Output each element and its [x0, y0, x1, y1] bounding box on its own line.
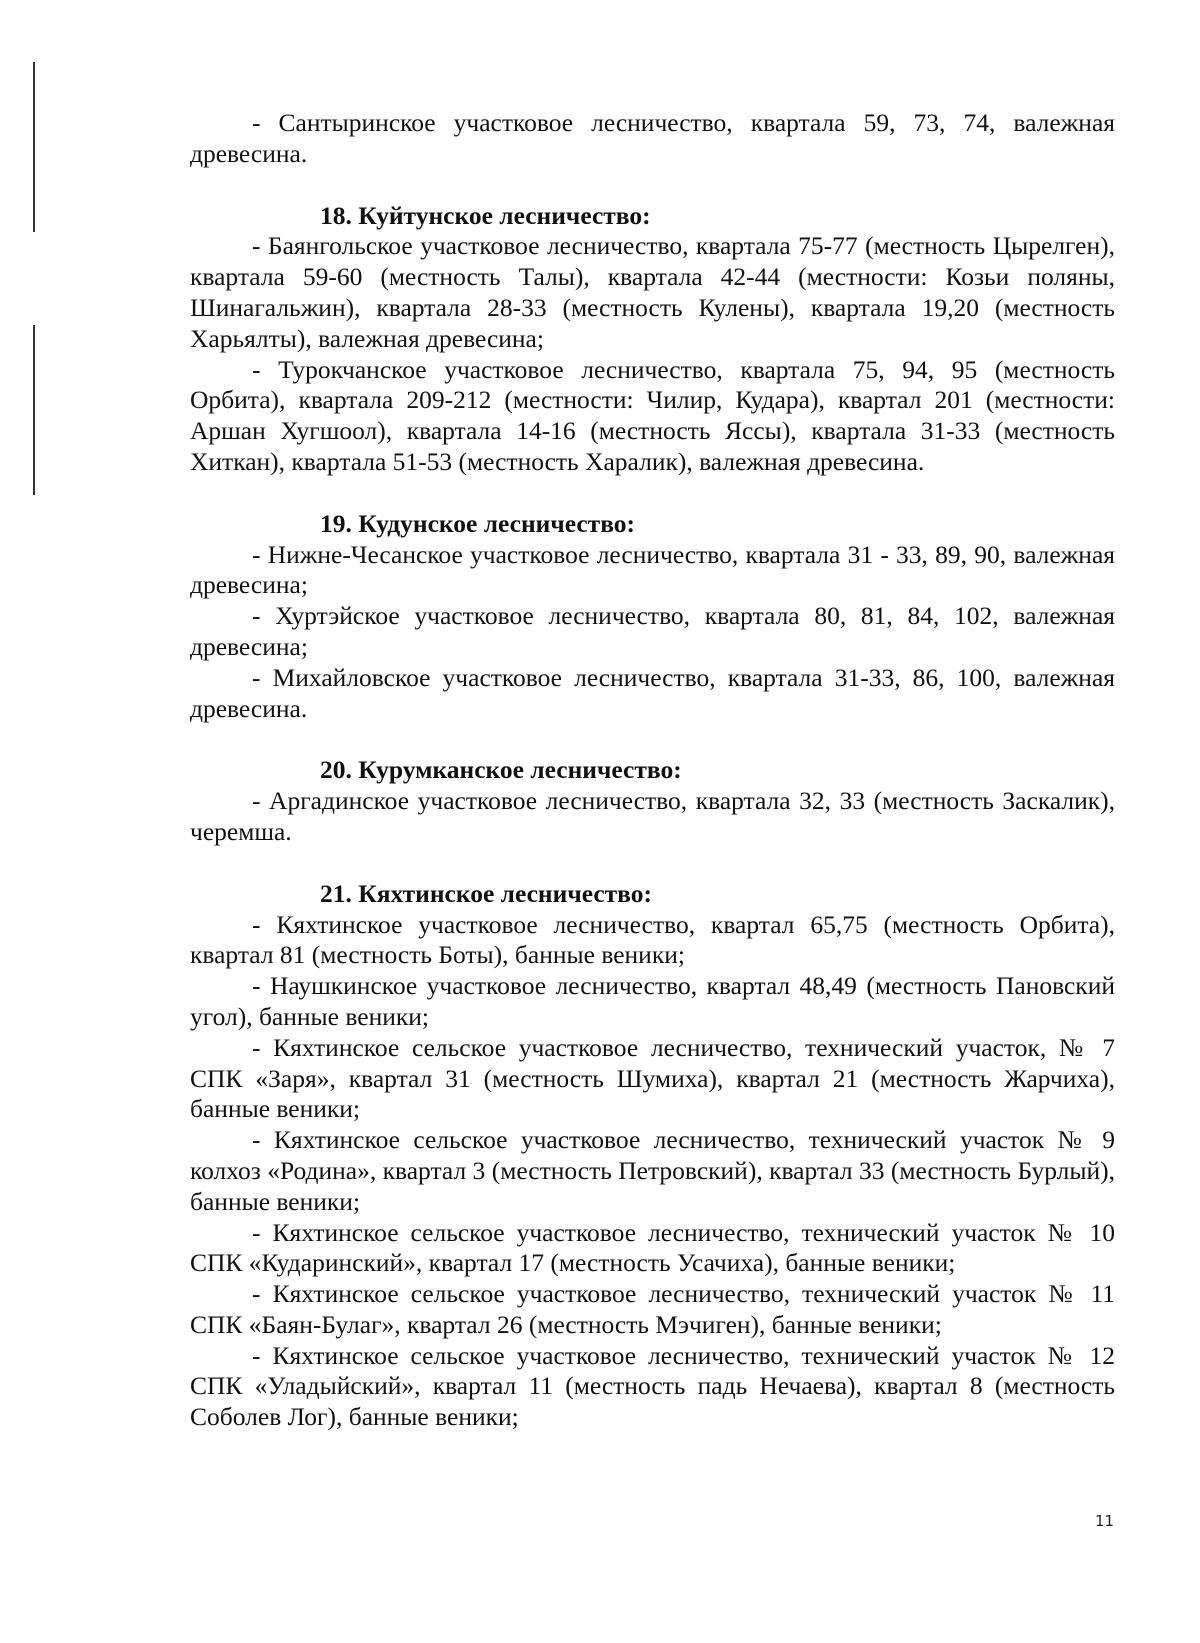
margin-bar: [33, 62, 35, 232]
document-body: [190, 108, 1115, 1433]
section-heading-20: 20. Курумканское лесничество:: [320, 755, 682, 785]
page-number: 11: [1095, 1512, 1115, 1530]
section-heading-18: 18. Куйтунское лесничество:: [320, 200, 651, 230]
list-item: - Наушкинское участковое лесничество, квартал 48,49 (местность Пановский угол), банные веники;: [190, 971, 1115, 1031]
list-item: - Турокчанское участковое лесничество, квартала 75, 94, 95 (местность Орбита), квартала 209-212 (местности: Чилир, Кудара), квартал 201 (местности: Аршан Хугшоол), квартала 14-16 (местность Яссы), квартала 31-33 (местность Хиткан), квартала 51-53 (местность Харалик), валежная древесина.: [190, 354, 1115, 476]
list-item: - Кяхтинское сельское участковое лесничество, технический участок № 12 СПК «Уладыйский», квартал 11 (местность падь Нечаева), квартал 8 (местность Соболев Лог), банные веники;: [190, 1340, 1115, 1432]
list-item: - Кяхтинское сельское участковое лесничество, технический участок № 9 колхоз «Родина», квартал 3 (местность Петровский), квартал 33 (местность Бурлый), банные веники;: [190, 1125, 1115, 1216]
list-item: - Баянгольское участковое лесничество, квартала 75-77 (местность Цырелген), квартала 59-60 (местность Талы), квартала 42-44 (местности: Козьи поляны, Шинагальжин), квартала 28-33 (местность Кулены), квартала 19,20 (местность Харьялты), валежная древесина;: [190, 231, 1115, 353]
list-item: - Михайловское участковое лесничество, квартала 31-33, 86, 100, валежная древесина.: [190, 662, 1115, 723]
list-item: - Кяхтинское сельское участковое лесничество, технический участок № 10 СПК «Кударинский», квартал 17 (местность Усачиха), банные веники;: [190, 1217, 1115, 1278]
section-heading-19: 19. Кудунское лесничество:: [320, 508, 636, 538]
list-item: - Кяхтинское сельское участковое лесничество, технический участок № 11 СПК «Баян-Булаг», квартал 26 (местность Мэчиген), банные веники;: [190, 1279, 1115, 1339]
margin-bar: [33, 325, 35, 495]
list-item: - Нижне-Чесанское участковое лесничество, квартала 31 - 33, 89, 90, валежная древесина;: [190, 539, 1115, 600]
section-heading-21: 21. Кяхтинское лесничество:: [320, 878, 653, 908]
list-item: - Хуртэйское участковое лесничество, квартала 80, 81, 84, 102, валежная древесина;: [190, 601, 1115, 661]
intro-paragraph: - Сантыринское участковое лесничество, квартала 59, 73, 74, валежная древесина.: [190, 108, 1115, 168]
list-item: - Кяхтинское участковое лесничество, квартал 65,75 (местность Орбита), квартал 81 (местность Боты), банные веники;: [190, 909, 1115, 970]
list-item: - Аргадинское участковое лесничество, квартала 32, 33 (местность Заскалик), черемша.: [190, 786, 1115, 846]
list-item: - Кяхтинское сельское участковое лесничество, технический участок, № 7 СПК «Заря», квартал 31 (местность Шумиха), квартал 21 (местность Жарчиха), банные веники;: [190, 1032, 1115, 1124]
